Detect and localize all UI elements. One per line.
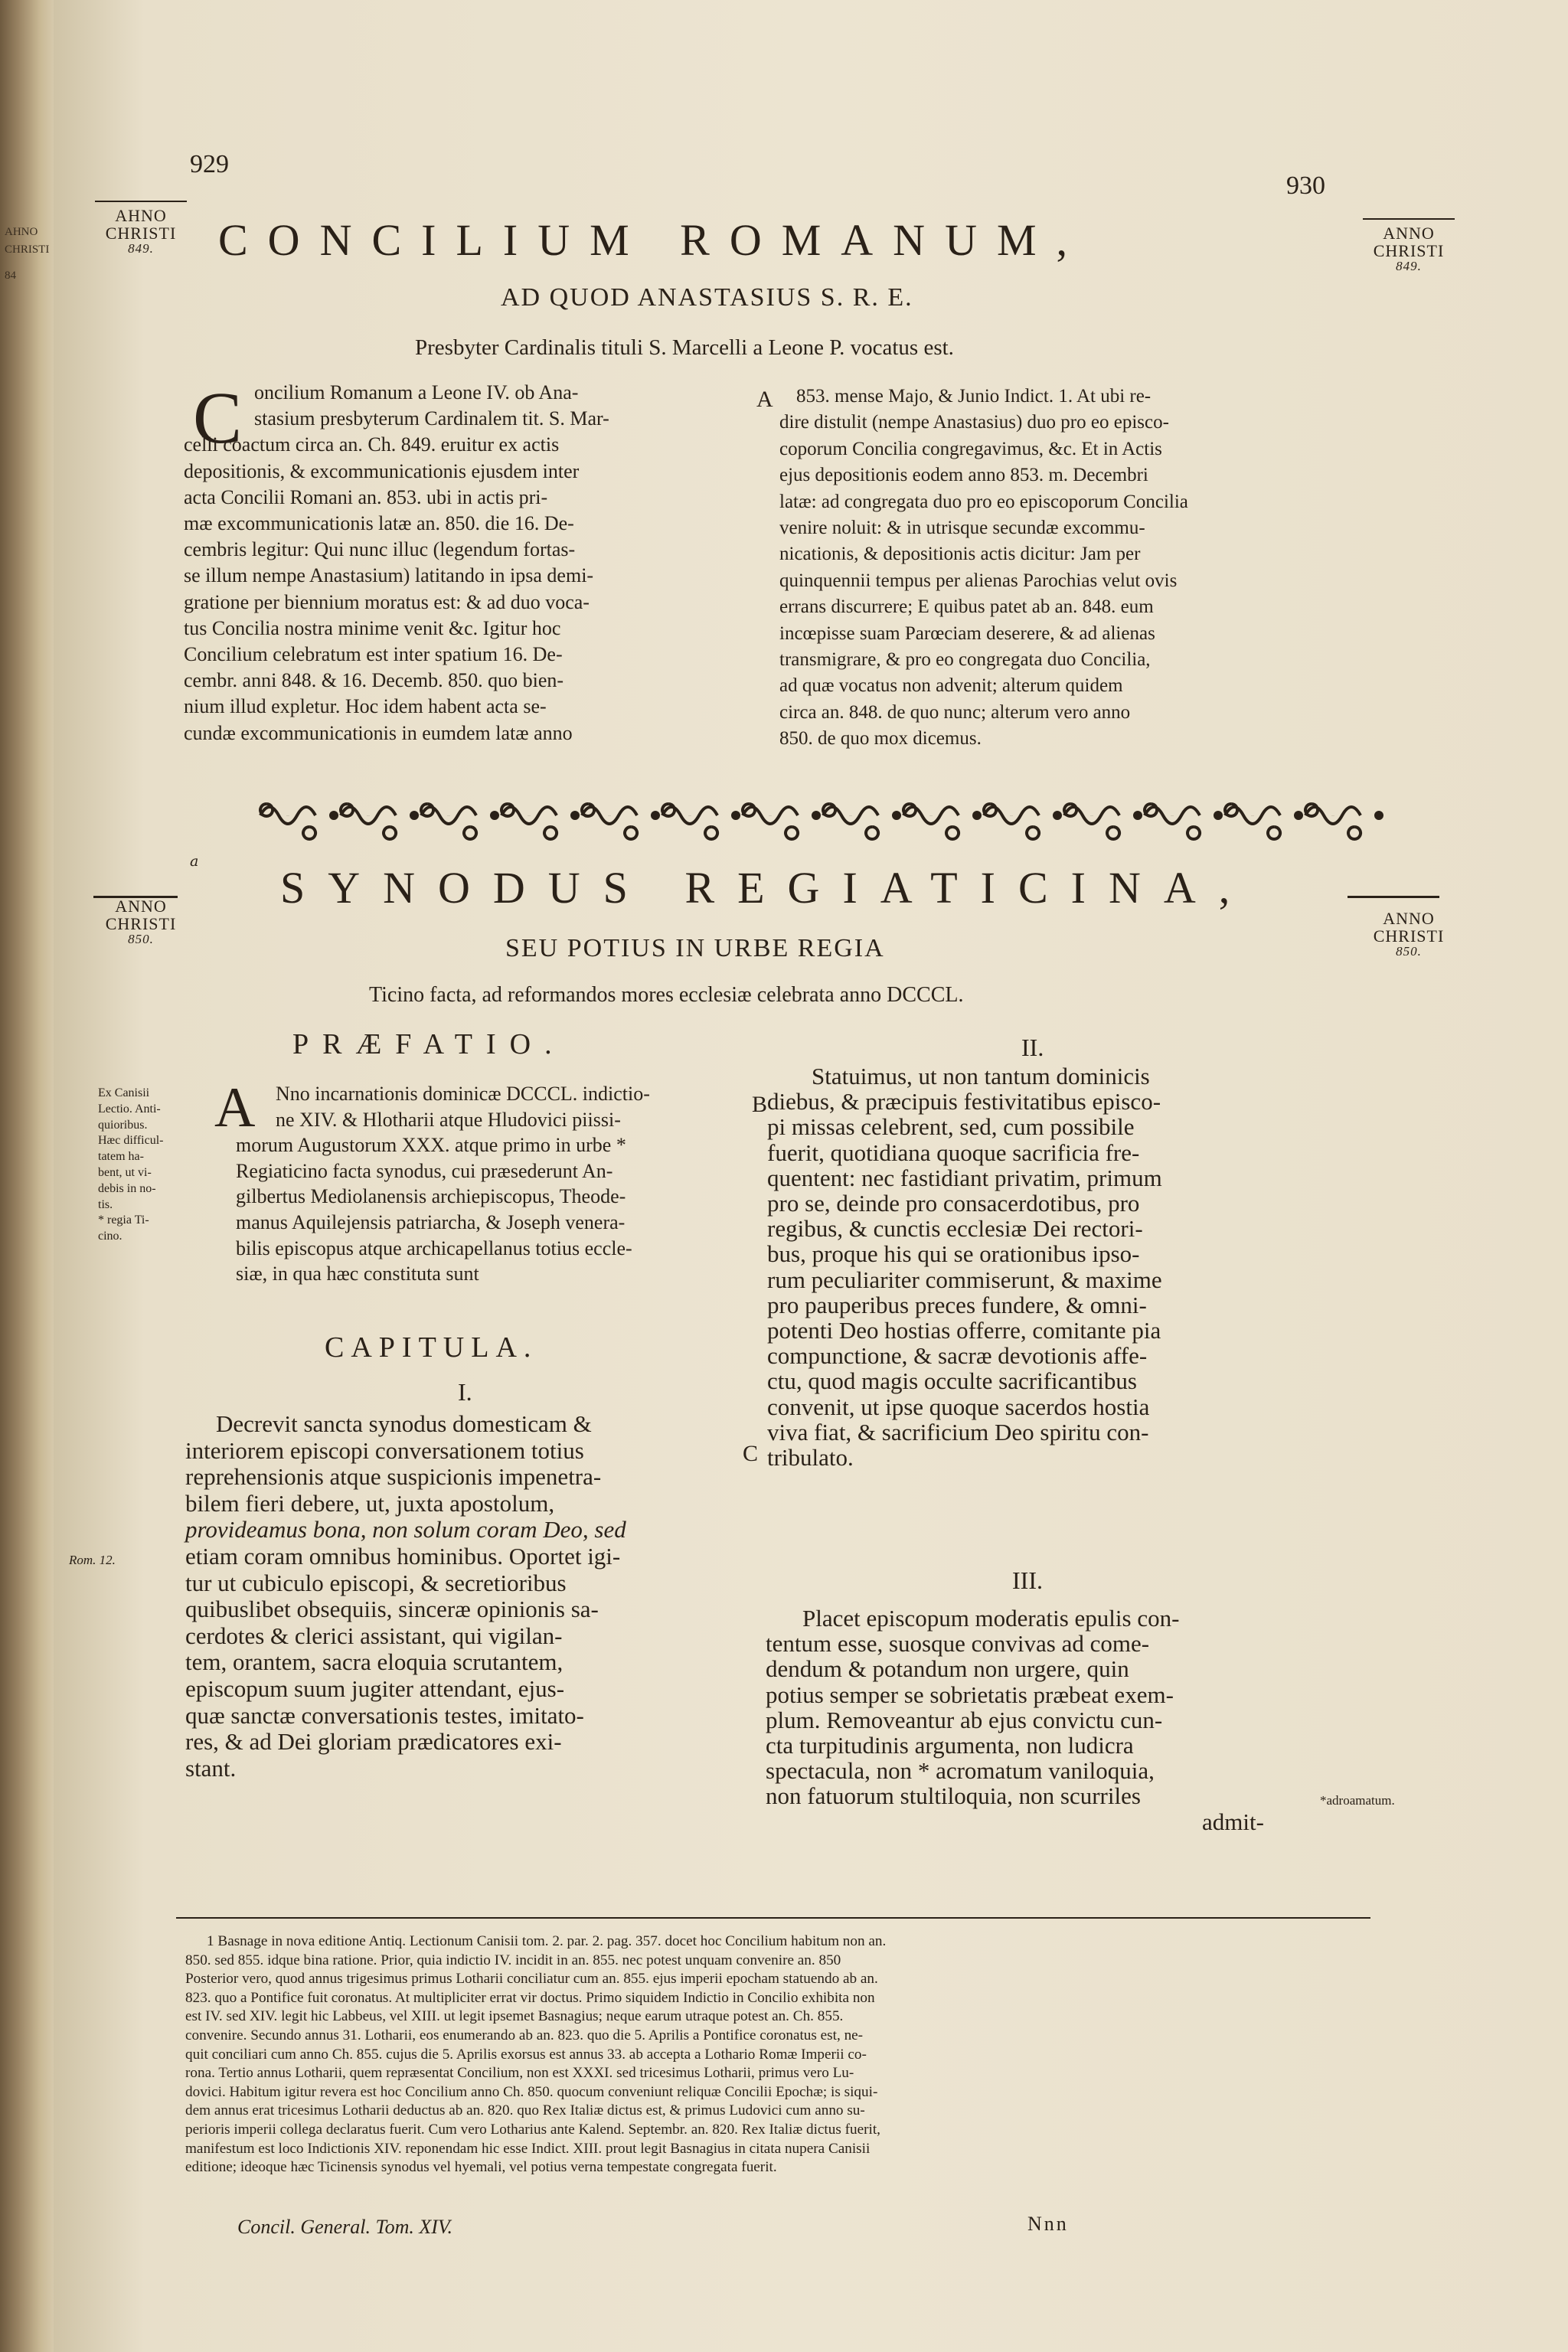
text-line: tribulato. bbox=[767, 1444, 854, 1471]
text-line: oncilium Romanum a Leone IV. ob Ana- bbox=[254, 381, 579, 403]
christi-label: CHRISTI bbox=[1373, 241, 1445, 261]
section1-title: CONCILIUM ROMANUM, bbox=[218, 215, 1088, 265]
text-line: cerdotes & clerici assistant, qui vigilan- bbox=[185, 1622, 563, 1649]
footnote-line: editione; ideoque hæc Ticinensis synodus vel hyemali, vel potius verna tempestate congregata fuerit. bbox=[185, 2159, 777, 2176]
page-number-left: 929 bbox=[190, 150, 229, 178]
christi-label: CHRISTI bbox=[1373, 926, 1445, 946]
text-line: ad quæ vocatus non advenit; alterum quidem bbox=[779, 675, 1123, 697]
text-line: stant. bbox=[185, 1754, 237, 1782]
text-line: dendum & potandum non urgere, quin bbox=[766, 1655, 1129, 1683]
margin-note-line: Lectio. Anti- bbox=[98, 1102, 161, 1116]
text-line: bilem fieri debere, ut, juxta apostolum, bbox=[185, 1489, 555, 1517]
footnote-line: dem annus erat tricesimus Lotharii deductus ab an. 820. quo Rex Italiæ dictus est, & primus Ludovici cum anno su- bbox=[185, 2102, 865, 2119]
text-line: Statuimus, ut non tantum dominicis bbox=[812, 1063, 1150, 1089]
text-line: episcopum suum jugiter attendant, ejus- bbox=[185, 1675, 565, 1702]
footnote-line: quit conciliari cum anno Ch. 855. cujus die 5. Aprilis exorsus est annus 33. ab accepta a Lothario Romæ Imperii co- bbox=[185, 2046, 867, 2063]
text-line: incœpisse suam Parœciam deserere, & ad alienas bbox=[779, 622, 1155, 644]
text-line: res, & ad Dei gloriam prædicatores exi- bbox=[185, 1728, 562, 1756]
text-line: pro se, deinde pro consacerdotibus, pro bbox=[767, 1190, 1140, 1217]
footnote-line: 850. sed 855. idque bina ratione. Prior, quia indictio IV. incidit in an. 855. nec potest unquam convenire an. 850 bbox=[185, 1952, 841, 1968]
text-line: quinquennii tempus per alienas Parochias velut ovis bbox=[779, 570, 1178, 591]
section1-subtitle2: Presbyter Cardinalis tituli S. Marcelli a Leone P. vocatus est. bbox=[415, 335, 954, 360]
text-line: quentent: nec fastidiant privatim, primum bbox=[767, 1164, 1162, 1191]
text-line: dire distulit (nempe Anastasius) duo pro eo episco- bbox=[779, 412, 1169, 433]
footnote-line: 823. quo a Pontifice fuit coronatus. At multipliciter errat vir doctus. Primo siquidem Indictio in Concilio exhibita non bbox=[185, 1989, 875, 2006]
section2-title: SYNODUS REGIATICINA, bbox=[280, 863, 1253, 913]
adroamatum-note: *adroamatum. bbox=[1320, 1793, 1395, 1808]
anno-rule bbox=[95, 201, 187, 202]
text-line: admit- bbox=[1202, 1808, 1264, 1835]
spine-anno: AHNO bbox=[5, 226, 38, 238]
footnote-line: 1 Basnage in nova editione Antiq. Lectionum Canisii tom. 2. par. 2. pag. 357. docet hoc Concilium habitum non an. bbox=[207, 1933, 887, 1949]
margin-note-line: debis in no- bbox=[98, 1181, 156, 1195]
text-line: non fatuorum stultiloquia, non scurriles bbox=[766, 1782, 1141, 1810]
text-line: nium illud expletur. Hoc idem habent acta se- bbox=[184, 695, 547, 718]
text-line: cembris legitur: Qui nunc illuc (legendum fortas- bbox=[184, 538, 576, 561]
text-line: se illum nempe Anastasium) latitando in ipsa demi- bbox=[184, 564, 594, 587]
text-line: Nno incarnationis dominicæ DCCCL. indictio- bbox=[276, 1083, 650, 1105]
text-line: fuerit, quotidiana quoque sacrificia fre- bbox=[767, 1138, 1140, 1166]
margin-letter-c: C bbox=[743, 1441, 759, 1466]
anno-year: 849. bbox=[1396, 259, 1422, 274]
text-line: ne XIV. & Hlotharii atque Hludovici piissi- bbox=[276, 1108, 621, 1131]
anno-label: AHNO bbox=[115, 206, 167, 225]
anno-year: 849. bbox=[128, 241, 154, 256]
anno-label: ANNO bbox=[1383, 224, 1435, 243]
text-line: gratione per biennium moratus est: & ad duo voca- bbox=[184, 590, 590, 613]
margin-note-line: quioribus. bbox=[98, 1118, 148, 1132]
footnote-line: perioris imperii collega declaratus fuerit. Cum vero Lotharius ante Kalend. Septembr. an. 820. Rex Italiæ dictus fuerit, bbox=[185, 2122, 880, 2138]
section1-subtitle: AD QUOD ANASTASIUS S. R. E. bbox=[501, 283, 913, 312]
margin-note-line: * regia Ti- bbox=[98, 1214, 149, 1227]
text-line: rum peculiariter commiserunt, & maxime bbox=[767, 1266, 1162, 1293]
footnote-divider bbox=[176, 1917, 1370, 1919]
ornament-band bbox=[245, 789, 1393, 842]
spine-christi: CHRISTI bbox=[5, 243, 50, 256]
text-line: Concilium celebratum est inter spatium 16. De- bbox=[184, 643, 563, 665]
praefatio-heading: PRÆFATIO. bbox=[292, 1028, 566, 1060]
anno-christi-top-right bbox=[1355, 218, 1462, 273]
praefatio-dropcap: A bbox=[214, 1076, 256, 1139]
margin-letter-a: A bbox=[756, 387, 773, 412]
text-line: gilbertus Mediolanensis archiepiscopus, Theode- bbox=[236, 1185, 626, 1208]
text-line: morum Augustorum XXX. atque primo in urbe * bbox=[236, 1134, 626, 1157]
text-line: manus Aquilejensis patriarcha, & Joseph venera- bbox=[236, 1211, 626, 1233]
christi-label: CHRISTI bbox=[105, 224, 177, 243]
chapter-1-numeral: I. bbox=[458, 1378, 472, 1406]
footnote-line: est IV. sed XIV. legit hic Labbeus, vel XIII. ut legit ipsemet Basnagius; neque earum utraque potest an. Ch. 855. bbox=[185, 2008, 844, 2025]
footnote-line: rona. Tertio annus Lotharii, quem repræsentat Concilium, non est XXXI. sed tricesimus Lotharii, primus vero Lu- bbox=[185, 2065, 854, 2082]
text-line: stasium presbyterum Cardinalem tit. S. Mar- bbox=[254, 407, 609, 430]
text-line: Regiaticino facta synodus, cui præsederunt An- bbox=[236, 1159, 613, 1182]
spine-year: 84 bbox=[5, 270, 16, 282]
text-line: tur ut cubiculo episcopi, & secretioribus bbox=[185, 1569, 567, 1596]
text-line: circa an. 848. de quo nunc; alterum vero anno bbox=[779, 701, 1131, 723]
chapter-2-numeral: II. bbox=[1021, 1034, 1044, 1061]
section2-subtitle2: Ticino facta, ad reformandos mores ecclesiæ celebrata anno DCCCL. bbox=[369, 983, 964, 1007]
anno-rule bbox=[1363, 218, 1455, 220]
book-binding bbox=[0, 0, 54, 2352]
text-line: celli coactum circa an. Ch. 849. eruitur ex actis bbox=[184, 433, 560, 456]
text-line: viva fiat, & sacrificium Deo spiritu con- bbox=[767, 1418, 1149, 1446]
text-line: errans discurrere; E quibus patet ab an. 848. eum bbox=[779, 596, 1154, 618]
text-line: cta turpitudinis argumenta, non ludicra bbox=[766, 1732, 1134, 1759]
text-line: compunctione, & sacræ devotionis affe- bbox=[767, 1342, 1148, 1370]
text-line: potius semper se sobrietatis præbeat exem- bbox=[766, 1681, 1174, 1708]
text-line: mæ excommunicationis latæ an. 850. die 16. De- bbox=[184, 512, 574, 534]
footnote-line: dovici. Habitum igitur revera est hoc Concilium anno Ch. 850. quocum conveniunt reliquæ Concilii Epochæ; is siqui- bbox=[185, 2083, 878, 2100]
margin-note-line: Hæc difficul- bbox=[98, 1134, 164, 1148]
text-line: transmigrare, & pro eo congregata duo Concilia, bbox=[779, 649, 1151, 670]
christi-label: CHRISTI bbox=[105, 914, 177, 934]
text-line: diebus, & præcipuis festivitatibus episco- bbox=[767, 1088, 1161, 1116]
anno-label: ANNO bbox=[115, 897, 167, 916]
margin-letter-b: B bbox=[752, 1092, 768, 1117]
text-line: reprehensionis atque suspicionis impenetra- bbox=[185, 1463, 602, 1491]
text-line: pi missas celebrent, sed, cum possibile bbox=[767, 1113, 1135, 1141]
margin-note-line: Ex Canisii bbox=[98, 1086, 150, 1099]
text-line: interiorem episcopi conversationem totius bbox=[185, 1436, 584, 1464]
text-line: ctu, quod magis occulte sacrificantibus bbox=[767, 1367, 1137, 1395]
volume-signature: Concil. General. Tom. XIV. bbox=[237, 2216, 452, 2238]
text-line: coporum Concilia congregavimus, &c. Et in Actis bbox=[779, 438, 1162, 459]
text-line: 853. mense Majo, & Junio Indict. 1. At ubi re- bbox=[796, 386, 1152, 407]
section1-dropcap: C bbox=[193, 377, 243, 459]
footnote-line: convenire. Secundo annus 31. Lotharii, eos enumerando ab an. 823. quo die 5. Aprilis a Pontifice coronatus est, ne- bbox=[185, 2027, 864, 2043]
text-line: tentum esse, suosque convivas ad come- bbox=[766, 1630, 1150, 1658]
text-line: regibus, & cunctis ecclesiæ Dei rectori- bbox=[767, 1215, 1143, 1243]
text-line: Placet episcopum moderatis epulis con- bbox=[802, 1605, 1180, 1632]
footnote-line: manifestum est loco Indictionis XIV. reponendam hic esse Indict. XIII. prout legit Basnagius in citata nupera Canisii bbox=[185, 2140, 871, 2157]
book-page bbox=[54, 0, 1568, 2352]
text-line: bilis episcopus atque archicapellanus totius eccle- bbox=[236, 1236, 632, 1259]
text-line: depositionis, & excommunicationis ejusdem inter bbox=[184, 459, 580, 482]
note-mark-a: a bbox=[190, 853, 199, 870]
text-line: latæ: ad congregata duo pro eo episcoporum Concilia bbox=[779, 491, 1188, 512]
text-line: siæ, in qua hæc constituta sunt bbox=[236, 1263, 479, 1285]
text-line: ejus depositionis eodem anno 853. m. Decembri bbox=[779, 465, 1148, 486]
rom-note: Rom. 12. bbox=[69, 1553, 116, 1567]
margin-note-line: bent, ut vi- bbox=[98, 1166, 152, 1179]
text-line: Decrevit sancta synodus domesticam & bbox=[216, 1410, 592, 1437]
page-number-right: 930 bbox=[1286, 172, 1325, 200]
margin-note-line: tatem ha- bbox=[98, 1150, 144, 1164]
text-line: tus Concilia nostra minime venit &c. Igitur hoc bbox=[184, 616, 561, 639]
section2-subtitle: SEU POTIUS IN URBE REGIA bbox=[505, 934, 885, 962]
text-line: 850. de quo mox dicemus. bbox=[779, 728, 982, 750]
text-line: cembr. anni 848. & 16. Decemb. 850. quo bien- bbox=[184, 669, 564, 692]
gathering-signature: Nnn bbox=[1027, 2213, 1069, 2235]
anno-christi-top-left bbox=[87, 201, 194, 256]
text-line: quæ sanctæ conversationis testes, imitato- bbox=[185, 1701, 584, 1729]
title-rule-right bbox=[1348, 896, 1439, 898]
text-line: convenit, ut ipse quoque sacerdos hostia bbox=[767, 1393, 1150, 1420]
footnote-line: Posterior vero, quod annus trigesimus primus Lotharii conciliatur cum an. 855. ejus imperii epocham statuendo ab an. bbox=[185, 1971, 878, 1988]
text-line: venire noluit: & in utrisque secundæ excommu- bbox=[779, 518, 1145, 538]
text-line: cundæ excommunicationis in eumdem latæ anno bbox=[184, 721, 573, 744]
text-line: quibuslibet obsequiis, sinceræ opinionis sa- bbox=[185, 1596, 599, 1623]
text-line: tem, orantem, sacra eloquia scrutantem, bbox=[185, 1648, 564, 1676]
capitula-heading: CAPITULA. bbox=[325, 1331, 538, 1364]
anno-year: 850. bbox=[1396, 944, 1422, 959]
margin-note-line: tis. bbox=[98, 1197, 113, 1211]
anno-christi-mid-left bbox=[87, 897, 194, 946]
anno-label: ANNO bbox=[1383, 909, 1435, 928]
chapter-3-numeral: III. bbox=[1012, 1566, 1043, 1594]
text-line: provideamus bona, non solum coram Deo, sed bbox=[185, 1516, 626, 1544]
text-line: etiam coram omnibus hominibus. Oportet igi- bbox=[185, 1543, 621, 1570]
text-line: plum. Removeantur ab ejus convictu cun- bbox=[766, 1706, 1163, 1733]
margin-note-line: cino. bbox=[98, 1230, 122, 1243]
anno-year: 850. bbox=[128, 932, 154, 947]
text-line: nicationis, & depositionis actis dicitur: Jam per bbox=[779, 544, 1141, 565]
text-line: acta Concilii Romani an. 853. ubi in actis pri- bbox=[184, 485, 548, 508]
text-line: bus, proque his qui se orationibus ipso- bbox=[767, 1240, 1140, 1268]
text-line: pro pauperibus preces fundere, & omni- bbox=[767, 1291, 1147, 1318]
anno-christi-mid-right bbox=[1355, 910, 1462, 959]
text-line: spectacula, non * acromatum vaniloquia, bbox=[766, 1757, 1155, 1785]
text-line: potenti Deo hostias offerre, comitante pia bbox=[767, 1317, 1161, 1344]
